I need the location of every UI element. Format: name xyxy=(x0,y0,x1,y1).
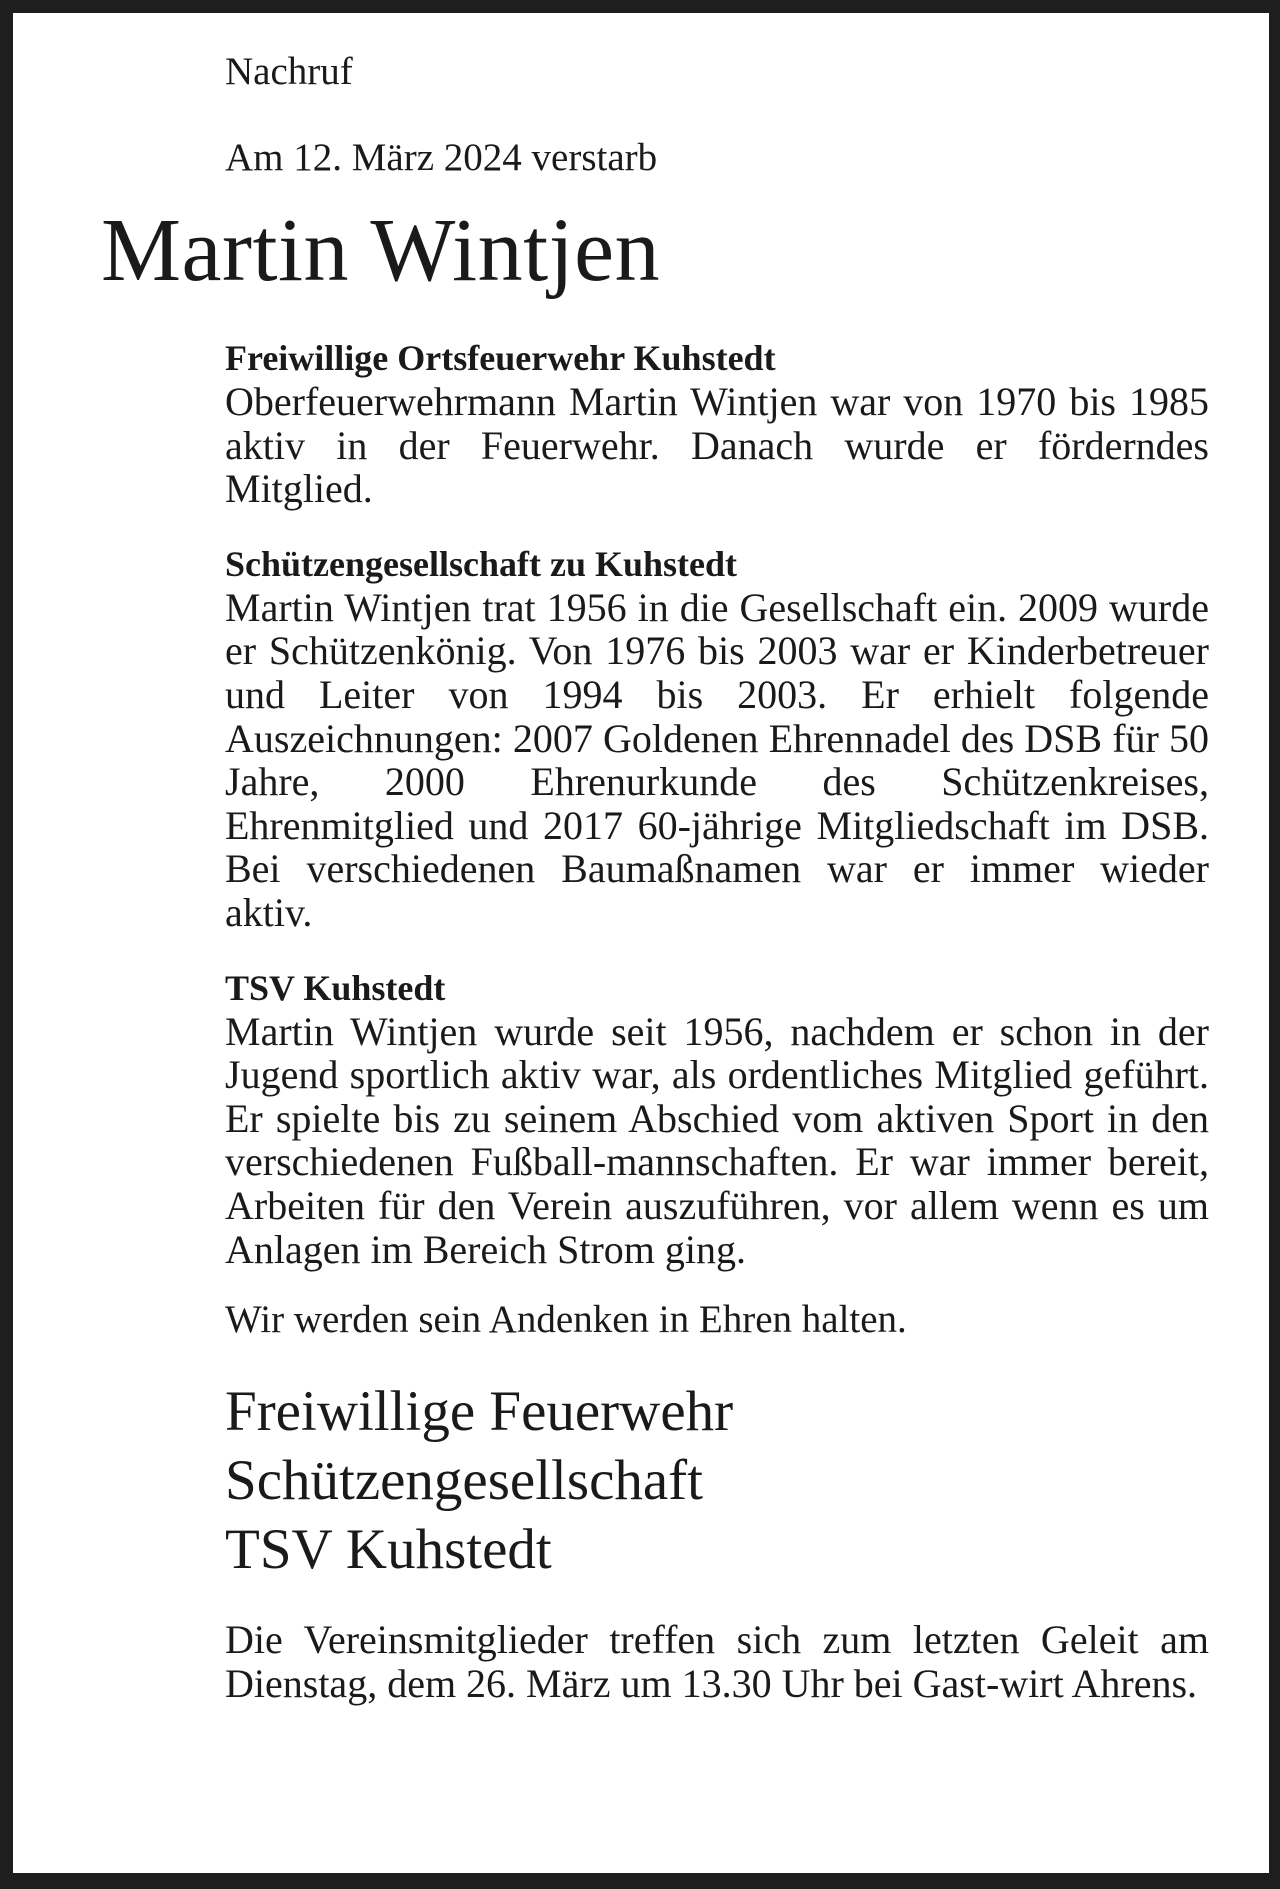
funeral-notice: Die Vereinsmitglieder treffen sich zum letzten Geleit am Dienstag, dem 26. März um 13.30 Uhr bei Gast-wirt Ahrens. xyxy=(225,1617,1209,1706)
section-sports-club xyxy=(225,967,1209,1272)
section-heading: TSV Kuhstedt xyxy=(225,967,446,1008)
closing-line: Wir werden sein Andenken in Ehren halten. xyxy=(225,1298,907,1342)
deceased-name: Martin Wintjen xyxy=(101,201,661,300)
obituary-content xyxy=(101,49,1209,1706)
section-text: Martin Wintjen trat 1956 in die Gesellschaft ein. 2009 wurde er Schützenkönig. Von 1976 bis 2003 war er Kinderbetreuer und Leiter von 1994 bis 2003. Er erhielt folgende Auszeichnungen: 2007 Goldenen Ehrennadel des DSB für 50 Jahre, 2000 Ehrenurkunde des Schützenkreises, Ehrenmitglied und 2017 60-jährige Mitgliedschaft im DSB. Bei verschiedenen Baumaßnamen war er immer wieder aktiv. xyxy=(225,584,1209,935)
obituary-kicker: Nachruf xyxy=(225,50,353,93)
organization-signatures xyxy=(225,1377,1209,1584)
section-text: Martin Wintjen wurde seit 1956, nachdem er schon in der Jugend sportlich aktiv war, als ordentliches Mitglied geführt. Er spielte bis zu seinem Abschied vom aktiven Sport in den verschiedenen Fußball-mannschaften. Er war immer bereit, Arbeiten für den Verein auszuführen, vor allem wenn es um Anlagen im Bereich Strom ging. xyxy=(225,1008,1209,1272)
section-text: Oberfeuerwehrmann Martin Wintjen war von 1970 bis 1985 aktiv in der Feuerwehr. Danach wurde er förderndes Mitglied. xyxy=(225,379,1209,512)
organization-name: Schützengesellschaft xyxy=(225,1449,703,1513)
death-date-line: Am 12. März 2024 verstarb xyxy=(225,136,658,179)
section-heading: Freiwillige Ortsfeuerwehr Kuhstedt xyxy=(225,338,776,378)
organization-name: TSV Kuhstedt xyxy=(225,1518,552,1582)
section-fire-brigade xyxy=(225,337,1209,511)
organization-name: Freiwillige Feuerwehr xyxy=(225,1380,734,1444)
section-shooting-club xyxy=(225,543,1209,935)
section-heading: Schützengesellschaft zu Kuhstedt xyxy=(225,543,737,584)
